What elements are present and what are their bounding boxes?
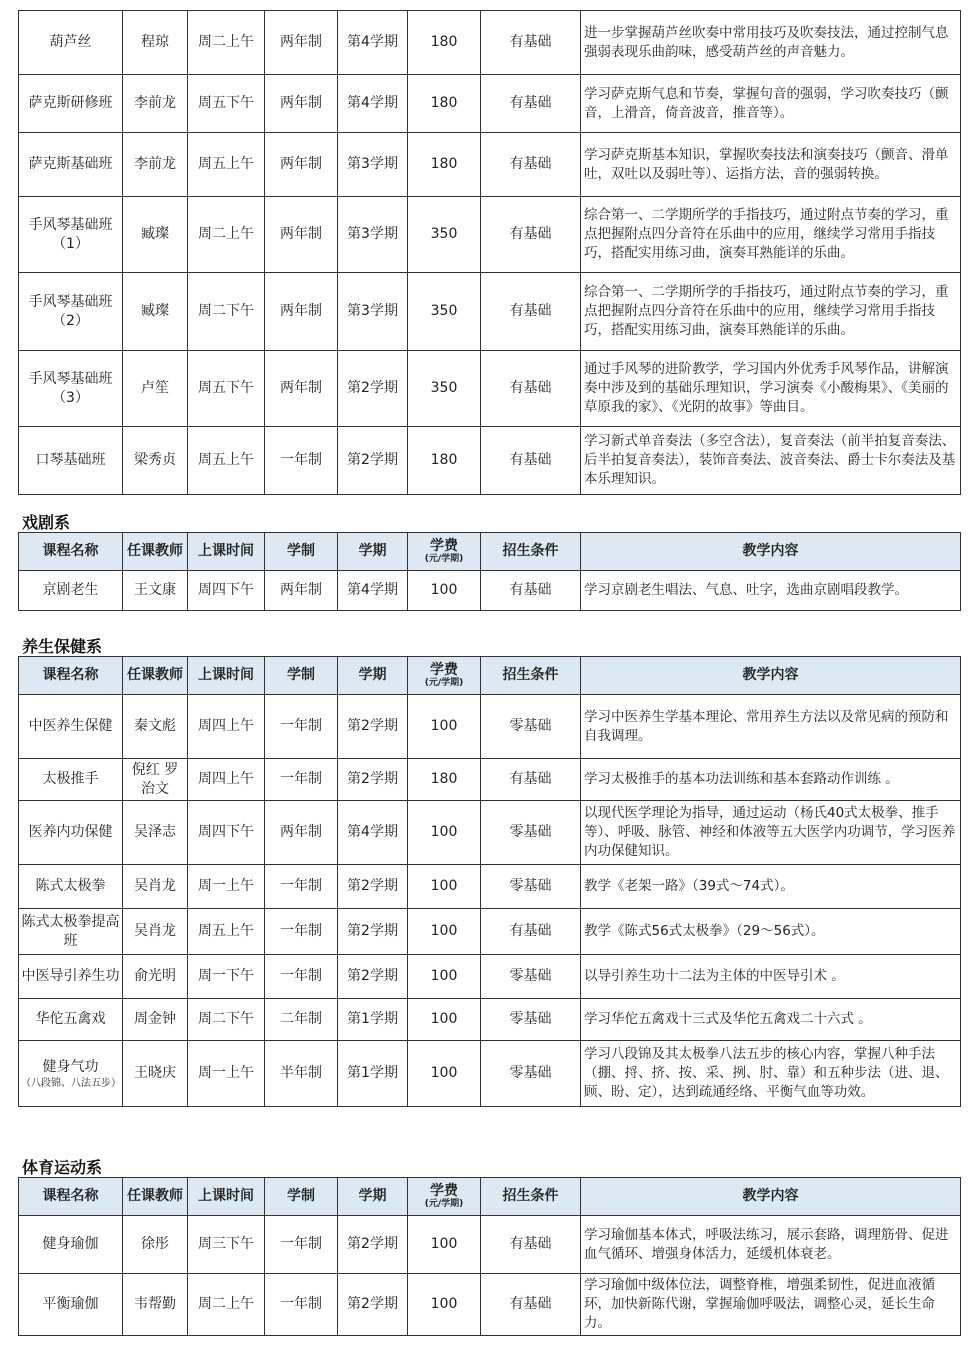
header-time: 上课时间 [188,1178,265,1216]
cell-term: 第2学期 [338,695,408,759]
cell-teacher: 臧璨 [123,273,188,351]
cell-condition: 零基础 [481,695,581,759]
cell-teacher: 吴泽志 [123,801,188,865]
cell-term: 第3学期 [338,133,408,197]
cell-system: 两年制 [265,197,338,273]
cell-system: 一年制 [265,759,338,801]
cell-time: 周二下午 [188,999,265,1041]
header-time: 上课时间 [188,533,265,571]
table-row [19,75,961,133]
cell-teacher: 徐彤 [123,1216,188,1274]
header-row [19,657,961,695]
cell-condition: 零基础 [481,1041,581,1107]
cell-course: 口琴基础班 [19,427,123,495]
cell-term: 第1学期 [338,999,408,1041]
cell-content: 学习萨克斯基本知识，掌握吹奏技法和演奏技巧（颤音、滑单吐，双吐以及弱吐等）、运指方法，音的强弱转换。 [581,133,961,197]
cell-content: 进一步掌握葫芦丝吹奏中常用技巧及吹奏技法，通过控制气息强弱表现乐曲韵味，感受葫芦丝的声音魅力。 [581,11,961,75]
table-row [19,197,961,273]
header-condition: 招生条件 [481,1178,581,1216]
cell-fee: 100 [408,955,481,999]
cell-course: 中医养生保健 [19,695,123,759]
table-row [19,759,961,801]
table-row [19,571,961,611]
cell-system: 二年制 [265,999,338,1041]
music-table [18,10,961,495]
header-content: 教学内容 [581,657,961,695]
cell-teacher: 臧璨 [123,197,188,273]
cell-term: 第2学期 [338,351,408,427]
cell-system: 两年制 [265,75,338,133]
cell-teacher: 程琼 [123,11,188,75]
cell-course: 中医导引养生功 [19,955,123,999]
cell-time: 周一上午 [188,1041,265,1107]
cell-condition: 有基础 [481,75,581,133]
cell-fee: 100 [408,1216,481,1274]
header-system: 学制 [265,1178,338,1216]
cell-fee: 180 [408,133,481,197]
cell-condition: 零基础 [481,865,581,909]
header-term: 学期 [338,1178,408,1216]
cell-fee: 100 [408,801,481,865]
cell-course: 太极推手 [19,759,123,801]
cell-term: 第2学期 [338,427,408,495]
cell-condition: 零基础 [481,955,581,999]
header-teacher: 任课教师 [123,1178,188,1216]
header-course: 课程名称 [19,1178,123,1216]
cell-fee: 100 [408,695,481,759]
header-fee-label: 学费 [430,662,458,678]
cell-condition: 有基础 [481,133,581,197]
cell-condition: 有基础 [481,11,581,75]
cell-time: 周三下午 [188,1216,265,1274]
table-row [19,427,961,495]
cell-course: 健身瑜伽 [19,1216,123,1274]
cell-content: 教学《老架一路》（39式～74式）。 [581,865,961,909]
cell-teacher: 倪红 罗治文 [123,759,188,801]
cell-condition: 零基础 [481,801,581,865]
header-content: 教学内容 [581,1178,961,1216]
cell-term: 第3学期 [338,273,408,351]
header-system: 学制 [265,657,338,695]
header-fee-label: 学费 [430,538,458,554]
cell-condition: 有基础 [481,351,581,427]
cell-fee: 100 [408,909,481,955]
cell-system: 一年制 [265,427,338,495]
cell-fee: 180 [408,75,481,133]
header-condition: 招生条件 [481,657,581,695]
cell-term: 第4学期 [338,11,408,75]
header-fee-label: 学费 [430,1183,458,1199]
cell-teacher: 俞光明 [123,955,188,999]
cell-content: 学习京剧老生唱法、气息、吐字，选曲京剧唱段教学。 [581,571,961,611]
header-teacher: 任课教师 [123,657,188,695]
cell-time: 周二上午 [188,1274,265,1336]
cell-time: 周一上午 [188,865,265,909]
cell-time: 周五下午 [188,75,265,133]
cell-system: 两年制 [265,571,338,611]
table-row [19,351,961,427]
cell-condition: 零基础 [481,999,581,1041]
header-fee [408,657,481,695]
cell-teacher: 李前龙 [123,75,188,133]
cell-teacher: 卢笙 [123,351,188,427]
table-row [19,273,961,351]
header-row [19,533,961,571]
table-row [19,133,961,197]
cell-time: 周五上午 [188,909,265,955]
cell-course: 手风琴基础班（1） [19,197,123,273]
table-row [19,909,961,955]
header-time: 上课时间 [188,657,265,695]
cell-teacher: 李前龙 [123,133,188,197]
cell-content: 学习瑜伽中级体位法，调整脊椎，增强柔韧性，促进血液循环，加快新陈代谢，掌握瑜伽呼吸法，调整心灵，延长生命力。 [581,1274,961,1336]
cell-content: 学习八段锦及其太极拳八法五步的核心内容，掌握八种手法（掤、捋、挤、按、采、挒、肘、靠）和五种步法（进、退、顾、盼、定），达到疏通经络、平衡气血等功效。 [581,1041,961,1107]
cell-teacher: 王文康 [123,571,188,611]
section-title-drama: 戏剧系 [22,513,71,532]
cell-term: 第2学期 [338,759,408,801]
header-condition: 招生条件 [481,533,581,571]
cell-content: 学习萨克斯气息和节奏，掌握句音的强弱，学习吹奏技巧（颤音，上滑音，倚音波音，推音等）。 [581,75,961,133]
cell-condition: 有基础 [481,427,581,495]
cell-condition: 有基础 [481,1274,581,1336]
cell-content: 综合第一、二学期所学的手指技巧，通过附点节奏的学习，重点把握附点四分音符在乐曲中的应用，继续学习常用手指技巧，搭配实用练习曲，演奏耳熟能详的乐曲。 [581,197,961,273]
header-term: 学期 [338,533,408,571]
cell-content: 综合第一、二学期所学的手指技巧，通过附点节奏的学习，重点把握附点四分音符在乐曲中的应用，继续学习常用手指技巧，搭配实用练习曲，演奏耳熟能详的乐曲。 [581,273,961,351]
cell-teacher: 周金钟 [123,999,188,1041]
drama-table [18,532,961,611]
cell-teacher: 吴肖龙 [123,909,188,955]
header-content: 教学内容 [581,533,961,571]
cell-fee: 180 [408,759,481,801]
cell-time: 周五上午 [188,133,265,197]
cell-course [19,1041,123,1107]
cell-time: 周二上午 [188,197,265,273]
section-title-health: 养生保健系 [22,637,103,656]
cell-content: 通过手风琴的进阶教学，学习国内外优秀手风琴作品，讲解演奏中涉及到的基础乐理知识，学习演奏《小酸梅果》、《美丽的草原我的家》、《光阴的故事》等曲目。 [581,351,961,427]
cell-condition: 有基础 [481,273,581,351]
cell-term: 第3学期 [338,197,408,273]
cell-system: 两年制 [265,273,338,351]
cell-fee: 100 [408,865,481,909]
table-row [19,1041,961,1107]
cell-time: 周五上午 [188,427,265,495]
cell-system: 一年制 [265,1274,338,1336]
table-row [19,955,961,999]
header-fee-unit: (元/学期) [424,554,464,564]
cell-content: 以现代医学理论为指导，通过运动（杨氏40式太极拳、推手等）、呼吸、脉管、神经和体液等五大医学内功调节，学习医养内功保健知识。 [581,801,961,865]
header-row [19,1178,961,1216]
header-fee-unit: (元/学期) [424,1199,464,1209]
cell-condition: 有基础 [481,571,581,611]
cell-system: 一年制 [265,909,338,955]
cell-course: 手风琴基础班（3） [19,351,123,427]
cell-system: 一年制 [265,865,338,909]
sports-table [18,1177,961,1336]
cell-course: 萨克斯基础班 [19,133,123,197]
cell-term: 第2学期 [338,955,408,999]
cell-condition: 有基础 [481,197,581,273]
cell-time: 周四上午 [188,695,265,759]
cell-time: 周四下午 [188,571,265,611]
cell-course: 医养内功保健 [19,801,123,865]
cell-content: 学习太极推手的基本功法训练和基本套路动作训练 。 [581,759,961,801]
cell-system: 两年制 [265,133,338,197]
cell-content: 学习华佗五禽戏十三式及华佗五禽戏二十六式 。 [581,999,961,1041]
table-row [19,801,961,865]
table-row [19,999,961,1041]
cell-term: 第1学期 [338,1041,408,1107]
cell-course: 陈式太极拳提高班 [19,909,123,955]
cell-term: 第4学期 [338,75,408,133]
cell-content: 以导引养生功十二法为主体的中医导引术 。 [581,955,961,999]
cell-fee: 100 [408,1274,481,1336]
cell-system: 两年制 [265,801,338,865]
table-row [19,11,961,75]
table-row [19,695,961,759]
cell-term: 第4学期 [338,801,408,865]
cell-course: 京剧老生 [19,571,123,611]
cell-system: 两年制 [265,11,338,75]
cell-fee: 100 [408,999,481,1041]
cell-time: 周四下午 [188,801,265,865]
cell-fee: 180 [408,11,481,75]
cell-teacher: 王晓庆 [123,1041,188,1107]
cell-system: 半年制 [265,1041,338,1107]
cell-content: 学习中医养生学基本理论、常用养生方法以及常见病的预防和自我调理。 [581,695,961,759]
header-system: 学制 [265,533,338,571]
cell-fee: 100 [408,571,481,611]
cell-time: 周二下午 [188,273,265,351]
cell-course: 葫芦丝 [19,11,123,75]
header-fee [408,1178,481,1216]
header-fee [408,533,481,571]
cell-term: 第2学期 [338,1274,408,1336]
cell-course: 华佗五禽戏 [19,999,123,1041]
cell-term: 第4学期 [338,571,408,611]
cell-course: 平衡瑜伽 [19,1274,123,1336]
cell-content: 学习瑜伽基本体式，呼吸法练习，展示套路，调理筋骨、促进血气循环、增强身体活力，延缓机体衰老。 [581,1216,961,1274]
cell-content: 教学《陈式56式太极拳》（29～56式）。 [581,909,961,955]
cell-course-main: 健身气功 [42,1058,99,1075]
cell-time: 周一下午 [188,955,265,999]
cell-teacher: 韦帮勤 [123,1274,188,1336]
cell-condition: 有基础 [481,1216,581,1274]
cell-fee: 100 [408,1041,481,1107]
table-row [19,1216,961,1274]
cell-system: 一年制 [265,1216,338,1274]
header-fee-unit: (元/学期) [424,678,464,688]
header-course: 课程名称 [19,533,123,571]
cell-course: 手风琴基础班（2） [19,273,123,351]
cell-condition: 有基础 [481,909,581,955]
cell-fee: 350 [408,197,481,273]
cell-system: 一年制 [265,955,338,999]
cell-time: 周五下午 [188,351,265,427]
section-title-sports: 体育运动系 [22,1158,103,1177]
cell-system: 两年制 [265,351,338,427]
table-row [19,865,961,909]
header-course: 课程名称 [19,657,123,695]
header-term: 学期 [338,657,408,695]
cell-fee: 350 [408,351,481,427]
cell-system: 一年制 [265,695,338,759]
cell-course-sub: （八段锦、八法五步） [21,1077,121,1089]
cell-fee: 180 [408,427,481,495]
cell-term: 第2学期 [338,865,408,909]
health-table [18,656,961,1107]
cell-course: 萨克斯研修班 [19,75,123,133]
cell-condition: 有基础 [481,759,581,801]
cell-term: 第2学期 [338,909,408,955]
header-teacher: 任课教师 [123,533,188,571]
cell-time: 周二上午 [188,11,265,75]
cell-content: 学习新式单音奏法（多空含法），复音奏法（前半拍复音奏法、后半拍复音奏法），装饰音奏法、波音奏法、爵士卡尔奏法及基本乐理知识。 [581,427,961,495]
cell-teacher: 秦文彪 [123,695,188,759]
cell-time: 周四上午 [188,759,265,801]
cell-term: 第2学期 [338,1216,408,1274]
table-row [19,1274,961,1336]
cell-teacher: 吴肖龙 [123,865,188,909]
cell-teacher: 梁秀贞 [123,427,188,495]
cell-fee: 350 [408,273,481,351]
cell-course: 陈式太极拳 [19,865,123,909]
